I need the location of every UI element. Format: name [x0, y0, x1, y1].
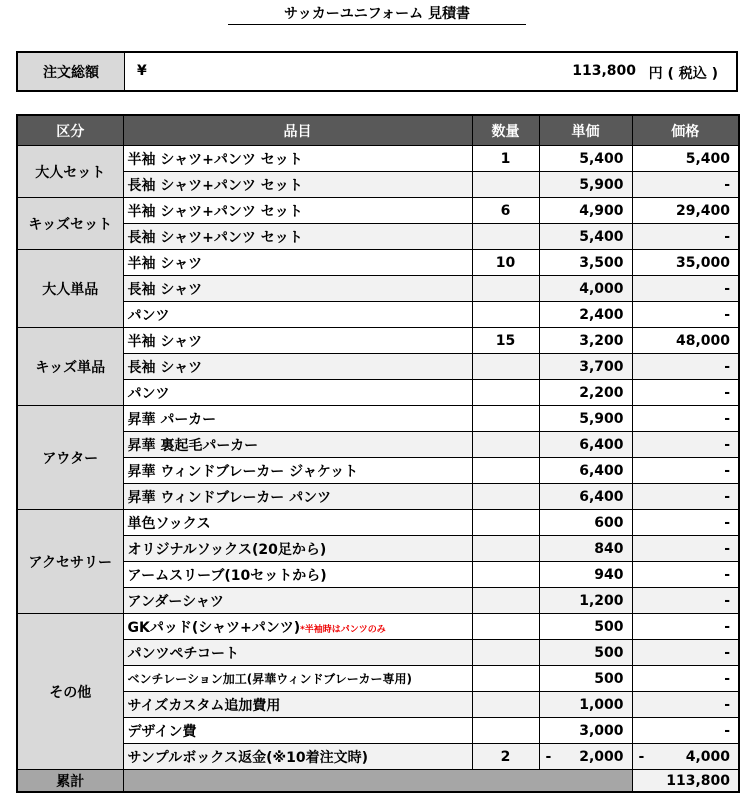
header-item: 品目 — [123, 115, 472, 146]
price-value: - — [724, 618, 730, 635]
qty-cell — [472, 692, 539, 718]
price-cell — [632, 510, 739, 536]
item-cell — [123, 718, 472, 744]
qty-cell — [472, 172, 539, 198]
table-row — [17, 198, 739, 224]
item-label: 半袖 シャツ+パンツ セット — [127, 151, 303, 168]
unit-price-cell — [539, 302, 632, 328]
title-underline — [228, 24, 526, 25]
item-label: サンプルボックス返金(※10着注文時) — [127, 749, 368, 766]
category-cell: 大人セット — [17, 146, 123, 198]
unit-price-value: 2,000 — [579, 748, 624, 765]
item-cell — [123, 198, 472, 224]
table-body — [17, 146, 739, 770]
item-label: 長袖 シャツ — [127, 281, 203, 298]
qty-cell: 1 — [472, 146, 539, 172]
item-label: ベンチレーション加工(昇華ウィンドブレーカー専用) — [127, 672, 412, 686]
item-label: 長袖 シャツ+パンツ セット — [127, 229, 303, 246]
item-cell — [123, 146, 472, 172]
qty-cell: 6 — [472, 198, 539, 224]
qty-cell — [472, 614, 539, 640]
table-row — [17, 536, 739, 562]
price-value: 29,400 — [675, 202, 730, 219]
currency-symbol: ¥ — [137, 63, 147, 79]
price-value: - — [724, 566, 730, 583]
item-cell — [123, 302, 472, 328]
order-total-unit: 円 ( 税込 ) — [648, 66, 718, 82]
unit-price-value: 940 — [594, 566, 624, 583]
unit-price-cell — [539, 510, 632, 536]
qty-cell — [472, 588, 539, 614]
table-row — [17, 744, 739, 770]
unit-price-cell — [539, 380, 632, 406]
unit-price-cell — [539, 198, 632, 224]
unit-price-cell — [539, 666, 632, 692]
minus-sign: - — [638, 748, 645, 765]
unit-price-cell — [539, 562, 632, 588]
unit-price-value: 1,200 — [579, 592, 624, 609]
unit-price-cell — [539, 172, 632, 198]
table-row — [17, 588, 739, 614]
price-cell — [632, 588, 739, 614]
price-cell — [632, 692, 739, 718]
price-cell — [632, 302, 739, 328]
item-cell — [123, 432, 472, 458]
category-cell: キッズセット — [17, 198, 123, 250]
summary-value: 113,800 — [632, 770, 739, 793]
table-row — [17, 458, 739, 484]
unit-price-cell — [539, 692, 632, 718]
summary-filler — [123, 770, 632, 793]
category-cell: その他 — [17, 614, 123, 770]
item-label: 半袖 シャツ — [127, 255, 203, 272]
item-label: 昇華 ウィンドブレーカー パンツ — [127, 489, 332, 506]
item-cell — [123, 614, 472, 640]
table-row — [17, 172, 739, 198]
table-row — [17, 718, 739, 744]
item-label: 単色ソックス — [127, 515, 211, 532]
price-cell — [632, 432, 739, 458]
unit-price-cell — [539, 484, 632, 510]
order-total-amount: 113,800 — [572, 63, 636, 79]
price-cell — [632, 250, 739, 276]
price-value: - — [724, 696, 730, 713]
unit-price-value: 4,900 — [579, 202, 624, 219]
table-row — [17, 666, 739, 692]
unit-price-value: 3,700 — [579, 358, 624, 375]
unit-price-value: 600 — [594, 514, 624, 531]
item-note: *半袖時はパンツのみ — [300, 624, 386, 635]
price-cell — [632, 198, 739, 224]
item-cell — [123, 484, 472, 510]
header-category: 区分 — [17, 115, 123, 146]
item-cell — [123, 510, 472, 536]
table-row — [17, 484, 739, 510]
item-cell — [123, 172, 472, 198]
price-cell — [632, 640, 739, 666]
price-cell — [632, 172, 739, 198]
item-cell — [123, 354, 472, 380]
item-label: GKパッド(シャツ+パンツ) — [127, 619, 301, 636]
unit-price-cell — [539, 250, 632, 276]
table-row — [17, 250, 739, 276]
category-cell: アクセサリー — [17, 510, 123, 614]
price-value: - — [724, 306, 730, 323]
unit-price-cell — [539, 224, 632, 250]
price-cell — [632, 562, 739, 588]
order-total-label: 注文総額 — [18, 53, 125, 90]
price-value: - — [724, 410, 730, 427]
item-cell — [123, 744, 472, 770]
item-cell — [123, 458, 472, 484]
table-row — [17, 302, 739, 328]
unit-price-cell — [539, 432, 632, 458]
price-value: 5,400 — [685, 150, 730, 167]
item-label: アンダーシャツ — [127, 593, 224, 610]
table-header-row — [17, 115, 739, 146]
price-value: - — [724, 592, 730, 609]
item-label: アームスリーブ(10セットから) — [127, 567, 327, 584]
unit-price-cell — [539, 640, 632, 666]
item-label: サイズカスタム追加費用 — [127, 697, 281, 714]
unit-price-cell — [539, 406, 632, 432]
page-title: サッカーユニフォーム 見積書 — [284, 6, 470, 22]
unit-price-value: 6,400 — [579, 436, 624, 453]
item-cell — [123, 640, 472, 666]
item-cell — [123, 250, 472, 276]
table-row — [17, 224, 739, 250]
unit-price-cell — [539, 146, 632, 172]
item-cell — [123, 692, 472, 718]
item-cell — [123, 276, 472, 302]
qty-cell — [472, 276, 539, 302]
unit-price-cell — [539, 588, 632, 614]
price-cell — [632, 328, 739, 354]
price-value: - — [724, 384, 730, 401]
qty-cell — [472, 484, 539, 510]
qty-cell — [472, 640, 539, 666]
item-label: デザイン費 — [127, 723, 197, 740]
minus-sign: - — [545, 748, 552, 765]
table-row — [17, 640, 739, 666]
price-cell — [632, 614, 739, 640]
item-cell — [123, 562, 472, 588]
order-total-value — [125, 53, 736, 90]
item-label: パンツ — [127, 307, 170, 324]
item-cell — [123, 666, 472, 692]
unit-price-value: 6,400 — [579, 488, 624, 505]
unit-price-value: 1,000 — [579, 696, 624, 713]
price-cell — [632, 146, 739, 172]
unit-price-cell — [539, 718, 632, 744]
item-label: 半袖 シャツ — [127, 333, 203, 350]
unit-price-value: 3,500 — [579, 254, 624, 271]
item-label: 長袖 シャツ — [127, 359, 203, 376]
header-price: 価格 — [632, 115, 739, 146]
table-row — [17, 432, 739, 458]
qty-cell — [472, 536, 539, 562]
header-qty: 数量 — [472, 115, 539, 146]
price-cell — [632, 276, 739, 302]
qty-cell — [472, 718, 539, 744]
table-row — [17, 562, 739, 588]
item-label: 昇華 パーカー — [127, 411, 217, 428]
price-value: - — [724, 670, 730, 687]
unit-price-value: 5,900 — [579, 176, 624, 193]
price-value: - — [724, 644, 730, 661]
unit-price-cell — [539, 354, 632, 380]
price-cell — [632, 354, 739, 380]
price-value: 48,000 — [675, 332, 730, 349]
item-label: 昇華 裏起毛パーカー — [127, 437, 259, 454]
price-value: - — [724, 514, 730, 531]
table-row — [17, 406, 739, 432]
price-value: - — [724, 488, 730, 505]
qty-cell — [472, 666, 539, 692]
price-value: - — [724, 358, 730, 375]
unit-price-value: 500 — [594, 618, 624, 635]
unit-price-cell — [539, 536, 632, 562]
table-row — [17, 276, 739, 302]
qty-cell — [472, 458, 539, 484]
price-cell — [632, 224, 739, 250]
qty-cell — [472, 354, 539, 380]
unit-price-value: 2,400 — [579, 306, 624, 323]
item-cell — [123, 536, 472, 562]
price-value: - — [724, 228, 730, 245]
table-row — [17, 146, 739, 172]
price-value: - — [724, 280, 730, 297]
qty-cell — [472, 224, 539, 250]
table-row — [17, 614, 739, 640]
qty-cell — [472, 380, 539, 406]
qty-cell: 2 — [472, 744, 539, 770]
summary-label: 累計 — [17, 770, 123, 793]
qty-cell — [472, 432, 539, 458]
unit-price-cell — [539, 328, 632, 354]
table-row — [17, 692, 739, 718]
unit-price-value: 5,400 — [579, 228, 624, 245]
item-cell — [123, 588, 472, 614]
unit-price-value: 3,200 — [579, 332, 624, 349]
qty-cell — [472, 406, 539, 432]
estimate-table — [16, 114, 740, 793]
price-cell — [632, 718, 739, 744]
qty-cell: 15 — [472, 328, 539, 354]
unit-price-value: 840 — [594, 540, 624, 557]
unit-price-cell — [539, 458, 632, 484]
unit-price-value: 6,400 — [579, 462, 624, 479]
item-label: 半袖 シャツ+パンツ セット — [127, 203, 303, 220]
qty-cell — [472, 562, 539, 588]
price-cell — [632, 744, 739, 770]
item-label: パンツ — [127, 385, 170, 402]
price-value: 35,000 — [675, 254, 730, 271]
item-label: 昇華 ウィンドブレーカー ジャケット — [127, 463, 359, 480]
table-row — [17, 510, 739, 536]
price-value: - — [724, 436, 730, 453]
qty-cell — [472, 302, 539, 328]
price-cell — [632, 666, 739, 692]
header-unit-price: 単価 — [539, 115, 632, 146]
price-cell — [632, 484, 739, 510]
price-cell — [632, 380, 739, 406]
unit-price-value: 5,900 — [579, 410, 624, 427]
unit-price-value: 500 — [594, 670, 624, 687]
price-cell — [632, 536, 739, 562]
table-row — [17, 354, 739, 380]
price-value: - — [724, 722, 730, 739]
item-cell — [123, 224, 472, 250]
unit-price-cell — [539, 276, 632, 302]
unit-price-value: 500 — [594, 644, 624, 661]
table-row — [17, 328, 739, 354]
unit-price-value: 4,000 — [579, 280, 624, 297]
order-total-box — [16, 51, 738, 92]
category-cell: 大人単品 — [17, 250, 123, 328]
item-cell — [123, 328, 472, 354]
item-label: オリジナルソックス(20足から) — [127, 541, 327, 558]
qty-cell: 10 — [472, 250, 539, 276]
qty-cell — [472, 510, 539, 536]
unit-price-cell — [539, 744, 632, 770]
unit-price-cell — [539, 614, 632, 640]
item-label: パンツペチコート — [127, 645, 239, 662]
table-row — [17, 380, 739, 406]
unit-price-value: 3,000 — [579, 722, 624, 739]
price-value: - — [724, 176, 730, 193]
item-cell — [123, 406, 472, 432]
unit-price-value: 2,200 — [579, 384, 624, 401]
price-value: - — [724, 540, 730, 557]
price-cell — [632, 458, 739, 484]
item-cell — [123, 380, 472, 406]
price-value: - — [724, 462, 730, 479]
summary-row — [17, 770, 739, 793]
item-label: 長袖 シャツ+パンツ セット — [127, 177, 303, 194]
unit-price-value: 5,400 — [579, 150, 624, 167]
category-cell: アウター — [17, 406, 123, 510]
price-value: 4,000 — [685, 748, 730, 765]
price-cell — [632, 406, 739, 432]
category-cell: キッズ単品 — [17, 328, 123, 406]
